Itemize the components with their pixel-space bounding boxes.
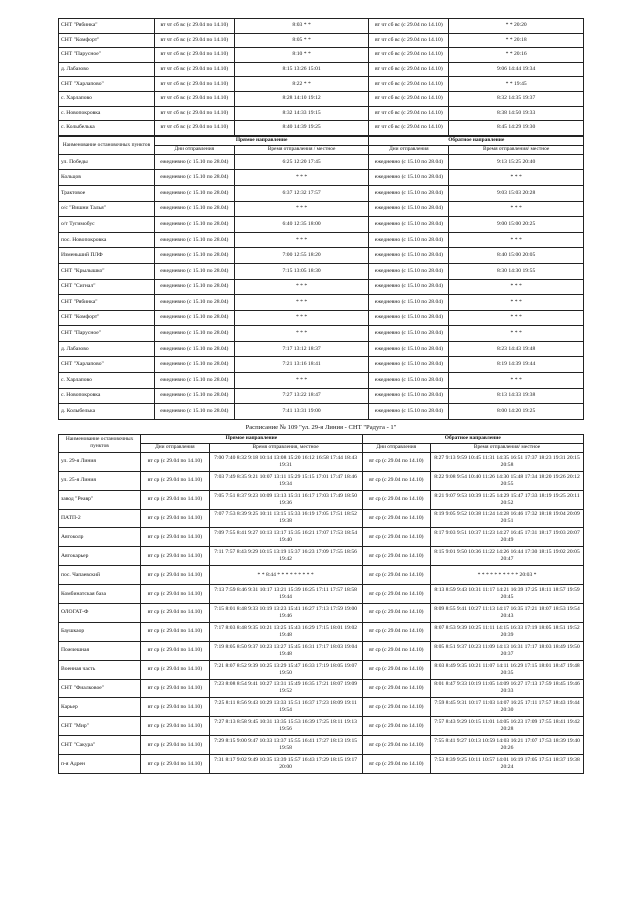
- days-reverse: ежедневно (с 15.10 по 28.04): [369, 154, 449, 170]
- times-forward: * * *: [234, 279, 369, 295]
- schedule-table-middle: [58, 136, 584, 420]
- times-forward: * * *: [234, 310, 369, 326]
- times-reverse: * * 20:16: [449, 48, 584, 63]
- days-reverse: ежедневно (с 15.10 по 28.04): [369, 232, 449, 248]
- times-reverse: 9:13 15:25 20:40: [449, 154, 584, 170]
- days-forward: вт ср (с 29.04 по 14.10): [141, 603, 209, 622]
- days-reverse: ежедневно (с 15.10 по 28.04): [369, 295, 449, 311]
- times-reverse: 8:23 14:43 19:48: [449, 341, 584, 357]
- table-row: [59, 528, 584, 547]
- stop-name: СНТ "Крылышко": [59, 263, 155, 279]
- times-reverse: * * *: [449, 279, 584, 295]
- table-row: [59, 62, 584, 77]
- times-forward: 7:27 13:22 18:47: [234, 388, 369, 404]
- times-reverse: * * *: [449, 170, 584, 186]
- times-forward: 7:09 7:55 8:41 9:27 10:13 13:17 15:35 16:21 17:07 17:53 18:54 19:40: [209, 528, 362, 547]
- stop-name: д. Лабазово: [59, 341, 155, 357]
- table-row: [59, 170, 584, 186]
- stop-name: ул. 25-я Линия: [59, 471, 141, 490]
- table-row: [59, 660, 584, 679]
- times-forward: 7:31 8:17 9:02 9:49 10:35 13:39 15:57 16:43 17:29 18:15 19:17 20:00: [209, 755, 362, 774]
- days-reverse: вт ср (с 29.04 по 14.10): [362, 547, 430, 566]
- times-forward: 7:00 12:55 18:20: [234, 248, 369, 264]
- stop-name: СНТ "Комфорт": [59, 310, 155, 326]
- table-row: [59, 357, 584, 373]
- times-forward: 7:07 7:53 8:39 9:25 10:11 13:15 15:33 16:19 17:05 17:51 18:52 19:38: [209, 509, 362, 528]
- days-reverse: вт ср (с 29.04 по 14.10): [362, 585, 430, 604]
- table-row: [59, 106, 584, 121]
- stop-name: Военная часть: [59, 660, 141, 679]
- days-reverse: вт ср (с 29.04 по 14.10): [362, 698, 430, 717]
- times-reverse: 8:09 8:55 9:41 10:27 11:13 14:17 16:35 17:21 18:07 18:53 19:54 20:43: [431, 603, 584, 622]
- stop-name: с. Харлапово: [59, 373, 155, 389]
- times-forward: 7:15 13:05 18:30: [234, 263, 369, 279]
- days-forward: вт ср (с 29.04 по 14.10): [141, 736, 209, 755]
- forward-direction-header: Прямое направление: [141, 434, 362, 443]
- days-forward: ежедневно (с 15.10 по 28.04): [154, 326, 234, 342]
- table-row: [59, 755, 584, 774]
- times-forward: 7:17 13:12 18:37: [234, 341, 369, 357]
- times-forward: * * *: [234, 295, 369, 311]
- stop-name: Изменьший ПЛФ: [59, 248, 155, 264]
- days-reverse: ежедневно (с 15.10 по 28.04): [369, 310, 449, 326]
- days-reverse: вт ср (с 29.04 по 14.10): [362, 641, 430, 660]
- stop-name: ОЛОГАТ-Ф: [59, 603, 141, 622]
- stop-name: с. Новопокровка: [59, 106, 155, 121]
- stop-name: ул. 29-я Линия: [59, 452, 141, 471]
- days-reverse: вт чт сб вс (с 29.04 по 14.10): [369, 91, 449, 106]
- days-forward: вт ср (с 29.04 по 14.10): [141, 528, 209, 547]
- stop-name: ул. Победы: [59, 154, 155, 170]
- days-forward: вт ср (с 29.04 по 14.10): [141, 679, 209, 698]
- times-reverse-header: Время отправления/ местное: [449, 145, 584, 154]
- stop-name: с. Колыбелька: [59, 121, 155, 136]
- stop-name: СНТ "Парусное": [59, 326, 155, 342]
- times-reverse: 8:01 8:47 9:33 10:19 11:05 14:09 16:27 17:13 17:59 18:45 19:46 20:33: [431, 679, 584, 698]
- table-row: [59, 679, 584, 698]
- times-forward: 8:05 * *: [234, 33, 369, 48]
- times-reverse: * * * * * * * * * * 20:03 *: [431, 566, 584, 585]
- times-forward: 7:03 7:49 8:35 9:21 10:07 13:11 15:29 15:15 17:01 17:47 18:46 19:34: [209, 471, 362, 490]
- times-reverse: 8:15 9:01 9:50 10:36 11:22 14:26 16:44 17:30 18:15 19:02 20:05 20:47: [431, 547, 584, 566]
- table-row: [59, 341, 584, 357]
- days-reverse: ежедневно (с 15.10 по 28.04): [369, 170, 449, 186]
- schedule-caption: Расписание № 109 "ул. 29-я Линия - СНТ "Радуга - 1": [245, 423, 397, 431]
- days-forward: вт ср (с 29.04 по 14.10): [141, 755, 209, 774]
- stop-name: СНТ "Харлапово": [59, 77, 155, 92]
- table-row: [59, 585, 584, 604]
- table-row: [59, 248, 584, 264]
- times-reverse: 9:00 15:00 20:25: [449, 217, 584, 233]
- times-reverse: 8:32 14:35 19:37: [449, 91, 584, 106]
- times-forward: * * *: [234, 170, 369, 186]
- days-reverse: ежедневно (с 15.10 по 28.04): [369, 185, 449, 201]
- stop-name: СНТ "Сакура": [59, 736, 141, 755]
- times-reverse-header: Время отправления/ местное: [431, 443, 584, 452]
- times-forward: * * *: [234, 326, 369, 342]
- table-row: [59, 566, 584, 585]
- days-reverse: вт ср (с 29.04 по 14.10): [362, 736, 430, 755]
- forward-direction-header: Прямое направление: [154, 136, 369, 145]
- days-reverse: вт ср (с 29.04 по 14.10): [362, 528, 430, 547]
- stop-name: СНТ "Фиалковое": [59, 679, 141, 698]
- times-reverse: 8:03 8:49 9:35 10:21 11:07 14:11 16:29 17:15 18:01 18:47 19:48 20:35: [431, 660, 584, 679]
- times-reverse: 8:00 14:20 19:25: [449, 404, 584, 420]
- table-row: [59, 201, 584, 217]
- stops-header: Наименование остановочных пунктов: [59, 434, 141, 452]
- table-row: [59, 698, 584, 717]
- days-reverse: вт ср (с 29.04 по 14.10): [362, 490, 430, 509]
- times-forward: 8:22 * *: [234, 77, 369, 92]
- days-forward: ежедневно (с 15.10 по 28.04): [154, 295, 234, 311]
- days-forward: ежедневно (с 15.10 по 28.04): [154, 341, 234, 357]
- table-row: [59, 77, 584, 92]
- table-row: [59, 185, 584, 201]
- table-row: [59, 121, 584, 136]
- table-row: [59, 33, 584, 48]
- days-reverse: вт ср (с 29.04 по 14.10): [362, 603, 430, 622]
- days-reverse: вт ср (с 29.04 по 14.10): [362, 755, 430, 774]
- table-row: [59, 295, 584, 311]
- stop-name: п-я Адрен: [59, 755, 141, 774]
- times-reverse: 8:21 9:07 9:53 10:39 11:25 14:29 15:47 17:33 18:19 19:25 20:11 20:52: [431, 490, 584, 509]
- table-row: [59, 622, 584, 641]
- stop-name: Трактовое: [59, 185, 155, 201]
- days-forward: вт ср (с 29.04 по 14.10): [141, 717, 209, 736]
- days-forward-header: Дни отправления: [141, 443, 209, 452]
- days-forward: вт ср (с 29.04 по 14.10): [141, 471, 209, 490]
- times-reverse: 8:27 9:13 9:59 10:45 11:31 14:35 16:51 17:37 18:23 19:31 20:15 20:58: [431, 452, 584, 471]
- times-reverse: * * 20:18: [449, 33, 584, 48]
- table-row: [59, 373, 584, 389]
- stop-name: с. Новопокровка: [59, 388, 155, 404]
- days-forward: ежедневно (с 15.10 по 28.04): [154, 201, 234, 217]
- days-reverse-header: Дни отправления: [369, 145, 449, 154]
- days-forward: ежедневно (с 15.10 по 28.04): [154, 248, 234, 264]
- times-reverse: 7:59 8:45 9:31 10:17 11:03 14:07 16:25 17:11 17:57 18:43 19:44 20:30: [431, 698, 584, 717]
- days-reverse: ежедневно (с 15.10 по 28.04): [369, 248, 449, 264]
- times-reverse: 9:06 14:44 19:34: [449, 62, 584, 77]
- times-forward: 6:25 12:20 17:45: [234, 154, 369, 170]
- times-reverse: * * *: [449, 232, 584, 248]
- stop-name: Карьер: [59, 698, 141, 717]
- table-row: [59, 452, 584, 471]
- days-reverse: вт чт сб вс (с 29.04 по 14.10): [369, 48, 449, 63]
- stop-name: СНТ "Харлапово": [59, 357, 155, 373]
- times-reverse: * * *: [449, 326, 584, 342]
- days-forward: вт чт сб вс (с 29.04 по 14.10): [154, 106, 234, 121]
- times-reverse: 8:30 14:30 19:55: [449, 263, 584, 279]
- stops-header: Наименование остановочных пунктов: [59, 136, 155, 154]
- days-reverse: вт ср (с 29.04 по 14.10): [362, 679, 430, 698]
- days-forward: вт чт сб вс (с 29.04 по 14.10): [154, 121, 234, 136]
- table-row: [59, 547, 584, 566]
- times-forward: * * *: [234, 232, 369, 248]
- times-forward: 7:21 13:16 18:41: [234, 357, 369, 373]
- table-row: [59, 91, 584, 106]
- days-forward: ежедневно (с 15.10 по 28.04): [154, 263, 234, 279]
- times-reverse: * * 19:45: [449, 77, 584, 92]
- times-reverse: 8:19 14:39 19:44: [449, 357, 584, 373]
- days-forward: вт ср (с 29.04 по 14.10): [141, 509, 209, 528]
- times-forward: 8:10 * *: [234, 48, 369, 63]
- stop-name: Пожчешная: [59, 641, 141, 660]
- days-forward: ежедневно (с 15.10 по 28.04): [154, 217, 234, 233]
- times-forward: * * 8:44 * * * * * * * * *: [209, 566, 362, 585]
- times-forward: 7:27 8:13 8:58 9:45 10:31 13:35 15:53 16:39 17:25 18:11 19:13 19:56: [209, 717, 362, 736]
- schedule-table-bottom: [58, 434, 584, 774]
- times-reverse: 8:40 15:00 20:05: [449, 248, 584, 264]
- days-reverse: ежедневно (с 15.10 по 28.04): [369, 341, 449, 357]
- days-reverse: ежедневно (с 15.10 по 28.04): [369, 357, 449, 373]
- times-forward: 7:21 8:07 8:52 9:39 10:25 13:29 15:47 16:33 17:19 18:05 19:07 19:50: [209, 660, 362, 679]
- days-reverse: вт ср (с 29.04 по 14.10): [362, 622, 430, 641]
- reverse-direction-header: Обратное направление: [362, 434, 583, 443]
- days-forward: ежедневно (с 15.10 по 28.04): [154, 388, 234, 404]
- table-row: [59, 736, 584, 755]
- days-forward: вт ср (с 29.04 по 14.10): [141, 641, 209, 660]
- stop-name: д. Лабазово: [59, 62, 155, 77]
- table-row: [59, 217, 584, 233]
- days-forward: ежедневно (с 15.10 по 28.04): [154, 154, 234, 170]
- stop-name: о/с "Вишни Талья": [59, 201, 155, 217]
- table-row: [59, 326, 584, 342]
- days-reverse: ежедневно (с 15.10 по 28.04): [369, 201, 449, 217]
- times-forward: 7:05 7:51 8:37 9:23 10:09 13:13 15:31 16:17 17:03 17:49 18:50 19:36: [209, 490, 362, 509]
- days-forward: вт ср (с 29.04 по 14.10): [141, 698, 209, 717]
- days-reverse: вт чт сб вс (с 29.04 по 14.10): [369, 33, 449, 48]
- days-reverse: вт чт сб вс (с 29.04 по 14.10): [369, 77, 449, 92]
- times-forward: 7:11 7:57 8:43 9:29 10:15 13:19 15:37 16:23 17:09 17:55 18:56 19:42: [209, 547, 362, 566]
- days-reverse: вт чт сб вс (с 29.04 по 14.10): [369, 121, 449, 136]
- table-row: [59, 19, 584, 34]
- times-reverse: * * 20:20: [449, 19, 584, 34]
- stop-name: Автоколр: [59, 528, 141, 547]
- days-reverse: ежедневно (с 15.10 по 28.04): [369, 373, 449, 389]
- times-forward: 7:15 8:01 8:48 9:33 10:19 13:23 15:41 16:27 17:13 17:59 19:00 19:46: [209, 603, 362, 622]
- days-forward: ежедневно (с 15.10 по 28.04): [154, 310, 234, 326]
- days-forward: вт ср (с 29.04 по 14.10): [141, 490, 209, 509]
- times-reverse: 8:17 9:03 9:51 10:37 11:23 14:27 16:45 17:31 18:17 19:03 20:07 20:49: [431, 528, 584, 547]
- times-forward: 6:37 12:32 17:57: [234, 185, 369, 201]
- times-reverse: 8:38 14:50 19:33: [449, 106, 584, 121]
- days-forward: вт чт сб вс (с 29.04 по 14.10): [154, 33, 234, 48]
- stop-name: Комбинатская база: [59, 585, 141, 604]
- stop-name: о/т Тугимобус: [59, 217, 155, 233]
- times-reverse: 7:53 8:39 9:25 10:11 10:57 14:01 16:19 17:05 17:51 18:37 19:38 20:24: [431, 755, 584, 774]
- times-forward: 8:40 14:39 19:25: [234, 121, 369, 136]
- stop-name: СНТ "Сигнал": [59, 279, 155, 295]
- stop-name: д. Колыбелька: [59, 404, 155, 420]
- days-forward: вт ср (с 29.04 по 14.10): [141, 585, 209, 604]
- days-forward: вт чт сб вс (с 29.04 по 14.10): [154, 19, 234, 34]
- times-forward: 8:03 * *: [234, 19, 369, 34]
- times-forward: 7:17 8:03 8:48 9:35 10:21 13:25 15:43 16:29 17:15 18:01 19:02 19:48: [209, 622, 362, 641]
- times-reverse: 8:22 9:08 9:54 10:40 11:26 14:30 15:48 17:34 18:20 19:26 20:12 20:55: [431, 471, 584, 490]
- days-forward: ежедневно (с 15.10 по 28.04): [154, 279, 234, 295]
- table-row: [59, 232, 584, 248]
- days-forward: ежедневно (с 15.10 по 28.04): [154, 373, 234, 389]
- times-forward: 8:32 14:33 19:15: [234, 106, 369, 121]
- times-reverse: 8:07 8:53 9:39 10:25 11:11 14:15 16:33 17:19 18:05 18:51 19:52 20:39: [431, 622, 584, 641]
- stop-name: СНТ "Рябинка": [59, 19, 155, 34]
- days-forward: вт ср (с 29.04 по 14.10): [141, 452, 209, 471]
- days-reverse: ежедневно (с 15.10 по 28.04): [369, 404, 449, 420]
- stop-name: СНТ "Комфорт": [59, 33, 155, 48]
- document-page: [58, 18, 584, 774]
- days-reverse: вт ср (с 29.04 по 14.10): [362, 471, 430, 490]
- stop-name: ПАТП-2: [59, 509, 141, 528]
- table-row: [59, 641, 584, 660]
- times-forward: 7:29 8:15 9:00 9:47 10:33 13:37 15:55 16:41 17:27 18:13 19:15 19:58: [209, 736, 362, 755]
- days-forward: ежедневно (с 15.10 по 28.04): [154, 357, 234, 373]
- times-forward: 7:19 8:05 8:50 9:37 10:23 13:27 15:45 16:31 17:17 18:03 19:04 19:48: [209, 641, 362, 660]
- table-row: [59, 603, 584, 622]
- times-forward: 7:41 13:31 19:00: [234, 404, 369, 420]
- stop-name: Кольцов: [59, 170, 155, 186]
- days-reverse: вт чт сб вс (с 29.04 по 14.10): [369, 106, 449, 121]
- days-forward: вт ср (с 29.04 по 14.10): [141, 622, 209, 641]
- stop-name: с. Харлапово: [59, 91, 155, 106]
- times-reverse: * * *: [449, 295, 584, 311]
- times-reverse: 9:03 15:03 20:28: [449, 185, 584, 201]
- days-reverse: вт ср (с 29.04 по 14.10): [362, 717, 430, 736]
- stop-name: пос. Новопокровка: [59, 232, 155, 248]
- times-forward: 8:28 14:10 19:12: [234, 91, 369, 106]
- times-forward: 7:13 7:59 8:46 9:31 10:17 13:21 15:39 16:25 17:11 17:57 18:58 19:44: [209, 585, 362, 604]
- days-reverse: ежедневно (с 15.10 по 28.04): [369, 217, 449, 233]
- days-forward: вт чт сб вс (с 29.04 по 14.10): [154, 91, 234, 106]
- table-row: [59, 509, 584, 528]
- stop-name: Автокарьер: [59, 547, 141, 566]
- times-reverse: * * *: [449, 310, 584, 326]
- days-forward: вт чт сб вс (с 29.04 по 14.10): [154, 62, 234, 77]
- schedule-table-top: [58, 18, 584, 136]
- table-row: [59, 154, 584, 170]
- stop-name: завод "Реавр": [59, 490, 141, 509]
- times-forward: 7:23 8:08 8:54 9:41 10:27 13:31 15:49 16:35 17:21 18:07 19:09 19:52: [209, 679, 362, 698]
- days-forward: ежедневно (с 15.10 по 28.04): [154, 232, 234, 248]
- times-forward: 7:25 8:11 8:56 9:43 10:29 13:33 15:51 16:37 17:23 18:09 19:11 19:54: [209, 698, 362, 717]
- times-reverse: * * *: [449, 373, 584, 389]
- times-forward: 8:15 13:26 15:01: [234, 62, 369, 77]
- times-reverse: 8:45 14:29 19:30: [449, 121, 584, 136]
- stop-name: СНТ "Мир": [59, 717, 141, 736]
- days-reverse: вт ср (с 29.04 по 14.10): [362, 566, 430, 585]
- stop-name: СНТ "Парусное": [59, 48, 155, 63]
- times-reverse: 7:57 8:43 9:29 10:15 11:01 14:05 16:23 17:09 17:55 18:41 19:42 20:28: [431, 717, 584, 736]
- times-forward: 6:40 12:35 18:00: [234, 217, 369, 233]
- reverse-direction-header: Обратное направление: [369, 136, 584, 145]
- table-row: [59, 388, 584, 404]
- days-forward-header: Дни отправления: [154, 145, 234, 154]
- table-row: [59, 717, 584, 736]
- table-row: [59, 404, 584, 420]
- days-forward: ежедневно (с 15.10 по 28.04): [154, 185, 234, 201]
- table-row: [59, 490, 584, 509]
- times-reverse: * * *: [449, 201, 584, 217]
- days-reverse-header: Дни отправления: [362, 443, 430, 452]
- times-reverse: 8:19 9:05 9:52 10:38 11:24 14:28 16:46 17:32 18:18 19:04 20:09 20:51: [431, 509, 584, 528]
- table-row: [59, 263, 584, 279]
- days-forward: ежедневно (с 15.10 по 28.04): [154, 404, 234, 420]
- table-row: [59, 471, 584, 490]
- days-forward: вт чт сб вс (с 29.04 по 14.10): [154, 48, 234, 63]
- days-reverse: ежедневно (с 15.10 по 28.04): [369, 326, 449, 342]
- days-forward: вт ср (с 29.04 по 14.10): [141, 566, 209, 585]
- stop-name: СНТ "Рябинка": [59, 295, 155, 311]
- table-row: [59, 279, 584, 295]
- times-reverse: 8:13 14:33 19:38: [449, 388, 584, 404]
- days-reverse: вт чт сб вс (с 29.04 по 14.10): [369, 62, 449, 77]
- stop-name: пос. Чапаевский: [59, 566, 141, 585]
- table-row: [59, 310, 584, 326]
- times-forward-header: Время отправления / местное: [234, 145, 369, 154]
- days-forward: вт ср (с 29.04 по 14.10): [141, 660, 209, 679]
- times-forward: * * *: [234, 373, 369, 389]
- times-reverse: 7:55 8:41 9:27 10:13 10:59 14:03 16:21 17:07 17:53 18:39 19:40 20:26: [431, 736, 584, 755]
- times-reverse: 8:13 8:59 9:43 10:31 11:17 14:21 16:39 17:25 18:11 18:57 19:59 20:45: [431, 585, 584, 604]
- days-reverse: вт ср (с 29.04 по 14.10): [362, 660, 430, 679]
- days-reverse: вт чт сб вс (с 29.04 по 14.10): [369, 19, 449, 34]
- days-reverse: ежедневно (с 15.10 по 28.04): [369, 279, 449, 295]
- days-reverse: вт ср (с 29.04 по 14.10): [362, 509, 430, 528]
- times-forward: * * *: [234, 201, 369, 217]
- days-reverse: ежедневно (с 15.10 по 28.04): [369, 388, 449, 404]
- times-forward: 7:00 7:40 8:32 9:18 10:14 13:08 15:20 16:12 16:58 17:44 18:43 19:31: [209, 452, 362, 471]
- times-reverse: 8:05 8:51 9:37 10:23 11:09 14:13 16:31 17:17 18:03 18:49 19:50 20:37: [431, 641, 584, 660]
- stop-name: Баушкаор: [59, 622, 141, 641]
- days-forward: вт чт сб вс (с 29.04 по 14.10): [154, 77, 234, 92]
- days-reverse: ежедневно (с 15.10 по 28.04): [369, 263, 449, 279]
- days-forward: ежедневно (с 15.10 по 28.04): [154, 170, 234, 186]
- times-forward-header: Время отправления, местное: [209, 443, 362, 452]
- days-forward: вт ср (с 29.04 по 14.10): [141, 547, 209, 566]
- days-reverse: вт ср (с 29.04 по 14.10): [362, 452, 430, 471]
- table-row: [59, 48, 584, 63]
